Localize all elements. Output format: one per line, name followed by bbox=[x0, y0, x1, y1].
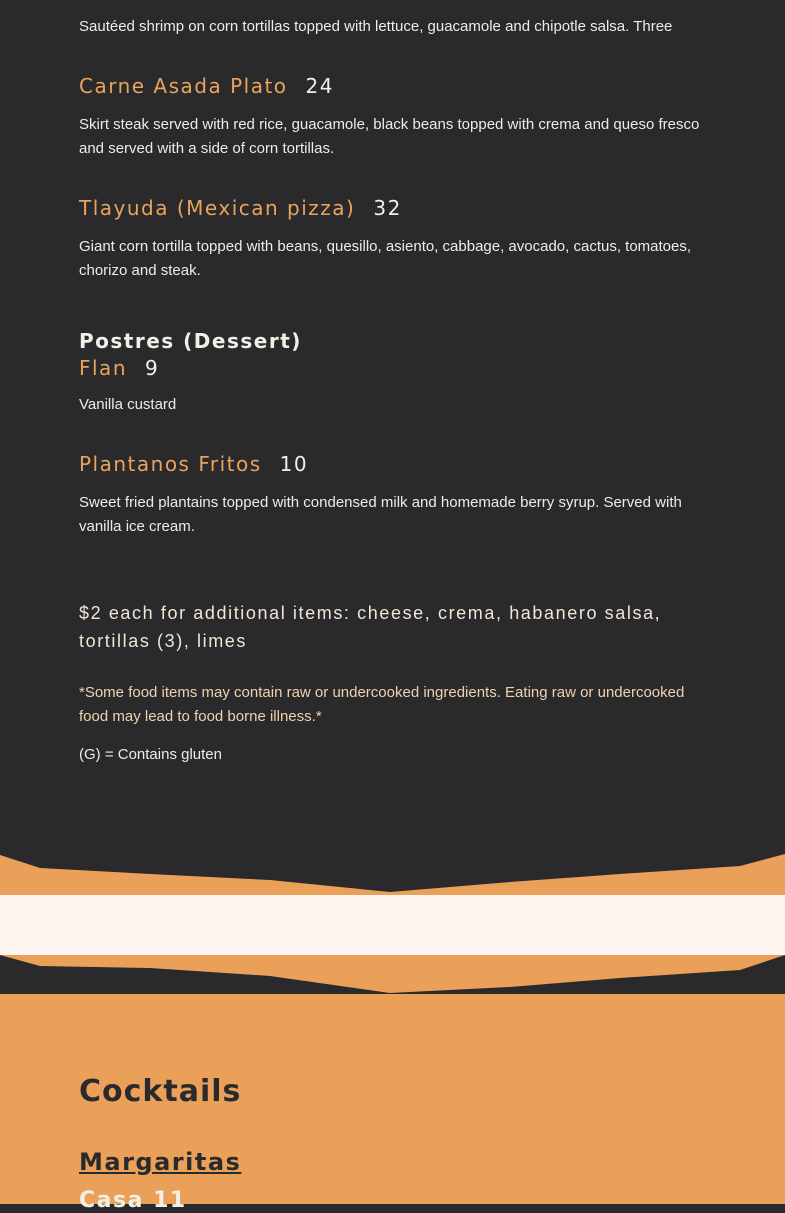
gluten-legend: (G) = Contains gluten bbox=[79, 746, 222, 763]
plantanos-name: Plantanos Fritos bbox=[79, 452, 262, 476]
carne-asada-price: 24 bbox=[305, 74, 334, 98]
tlayuda-item bbox=[79, 196, 709, 220]
plantanos-item bbox=[79, 452, 709, 476]
carne-asada-item bbox=[79, 74, 709, 98]
tlayuda-price: 32 bbox=[373, 196, 402, 220]
flan-price: 9 bbox=[145, 356, 160, 380]
margaritas-heading: Margaritas bbox=[79, 1148, 242, 1176]
tlayuda-title bbox=[79, 196, 709, 220]
addons-note: $2 each for additional items: cheese, crema, habanero salsa, tortillas (3), limes bbox=[79, 603, 662, 651]
plantanos-title bbox=[79, 452, 709, 476]
shrimp-tacos-description: Sautéed shrimp on corn tortillas topped with lettuce, guacamole and chipotle salsa. Three bbox=[79, 18, 673, 35]
flan-name: Flan bbox=[79, 356, 127, 380]
plantanos-price: 10 bbox=[279, 452, 309, 476]
carne-asada-description: Skirt steak served with red rice, guacamole, black beans topped with crema and queso fresco and served with a side of corn tortillas. bbox=[79, 116, 700, 157]
desserts-heading: Postres (Dessert) bbox=[79, 329, 302, 353]
flan-title bbox=[79, 356, 709, 380]
tlayuda-description: Giant corn tortilla topped with beans, quesillo, asiento, cabbage, avocado, cactus, tomatoes, chorizo and steak. bbox=[79, 238, 692, 279]
decorative-wave-divider bbox=[0, 852, 785, 997]
carne-asada-name: Carne Asada Plato bbox=[79, 74, 288, 98]
cocktails-heading: Cocktails bbox=[79, 1074, 242, 1109]
casa-margarita-item: Casa 11 bbox=[79, 1188, 187, 1213]
flan-item bbox=[79, 356, 709, 380]
flan-description: Vanilla custard bbox=[79, 396, 177, 413]
plantanos-description: Sweet fried plantains topped with condensed milk and homemade berry syrup. Served with vanilla ice cream. bbox=[79, 494, 682, 535]
food-safety-warning: *Some food items may contain raw or undercooked ingredients. Eating raw or undercooked food may lead to food borne illness.* bbox=[79, 684, 685, 725]
carne-asada-title bbox=[79, 74, 709, 98]
tlayuda-name: Tlayuda (Mexican pizza) bbox=[79, 196, 356, 220]
